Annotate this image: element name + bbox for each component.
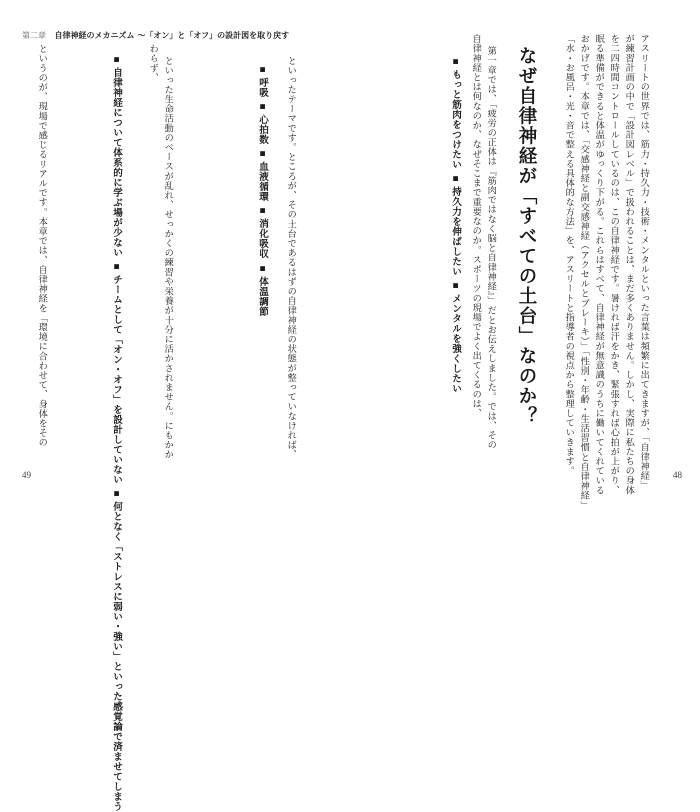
chapter-label: 第二章	[22, 31, 46, 40]
bullet-item: ▪血液循環	[257, 148, 268, 202]
bullet-item: ▪呼吸	[257, 64, 268, 98]
left-line-1: といったテーマです。ところが、その土台であるはずの自律神経の状態が整っていなければ、	[285, 56, 297, 460]
bullet-item: ▪体温調節	[257, 262, 268, 317]
chapter-title: 自律神経のメカニズム ～「オン」と「オフ」の設計図を取り戻す	[54, 31, 290, 40]
bullet-item: ▪メンタルを強くしたい	[450, 280, 461, 394]
left-line-2: といった生命活動のベースが乱れ、せっかくの練習や栄養が十分に活かされません。にもかか	[162, 56, 174, 460]
page-number-left: 49	[22, 470, 31, 480]
left-bullet-list-a	[190, 64, 270, 316]
right-intro-line-2: が練習計画の中で「設計図レベル」で扱われることは、まだ多くありません。しかし、実際に私たちの身体	[623, 34, 635, 495]
bullet-item: ▪消化吸収	[257, 205, 268, 259]
bullet-item: ▪自律神経について体系的に学ぶ場が少ない	[111, 54, 122, 258]
right-body-line-2: 自律神経とは何なのか、なぜそこまで重要なのか。スポーツの現場でよく出てくるのは、	[470, 34, 482, 418]
left-line-4: というのが、現場で感じるリアルです。本章では、自律神経を「環境に合わせて、身体をその	[36, 44, 48, 448]
right-intro-line-4: 眠る準備ができると体温がゆっくり下がる。これらはすべて、自律神経が無意識のうちに働いてくれている	[593, 34, 605, 495]
bullet-item: ▪心拍数	[257, 101, 268, 145]
left-bullet-list-b	[72, 54, 124, 812]
bullet-item: ▪チームとして「オン・オフ」を設計していない	[111, 261, 122, 485]
right-intro-line-6: 「水・お風呂・光・音で整える具体的な方法」を、アスリートと指導者の視点から整理していきます。	[563, 34, 575, 476]
right-intro-line-1: アスリートの世界では、筋力・持久力・技術・メンタルといった言葉は頻繁に出てきますが、「自律神経」	[638, 34, 650, 491]
bullet-item: ▪持久力を伸ばしたい	[450, 173, 461, 277]
right-body-line-1: 第一章では、「疲労の正体は『筋肉ではなく脳と自律神経』」だとお伝えしました。では、その	[485, 46, 497, 450]
bullet-item: ▪何となく「ストレスに弱い・強い」といった感覚論で済ませてしまう	[111, 488, 122, 812]
page-number-right: 48	[673, 470, 682, 480]
section-heading: なぜ自律神経が「すべての土台」なのか？	[516, 46, 537, 426]
running-header	[22, 30, 289, 41]
bullet-item: ▪もっと筋肉をつけたい	[450, 56, 461, 170]
left-line-3: わらず、	[147, 44, 159, 83]
right-intro-line-5: おかげです。本章では、「交感神経と副交感神経（アクセルとブレーキ）」「性別・年齢・生活習慣と自律神経」	[578, 34, 590, 510]
right-intro-line-3: を二四時間コントロールしているのは、この自律神経です。暑ければ汗をかき、緊張すれば心拍が上がり、	[608, 34, 620, 495]
right-bullet-list	[403, 56, 463, 394]
